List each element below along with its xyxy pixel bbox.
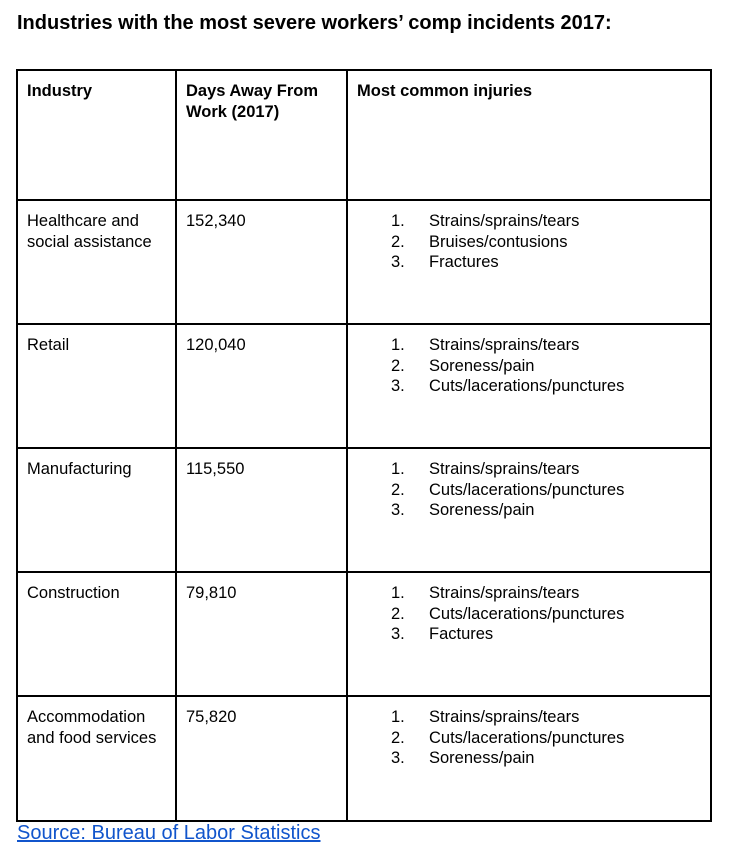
injury-text: Strains/sprains/tears	[429, 212, 580, 230]
injury-text: Cuts/lacerations/punctures	[429, 480, 625, 499]
injury-text: Strains/sprains/tears	[429, 584, 580, 602]
injury-text: Bruises/contusions	[429, 232, 568, 251]
days-cell: 120,040	[176, 324, 347, 448]
injuries-cell	[347, 324, 711, 448]
header-industry: Industry	[17, 70, 176, 200]
days-cell: 115,550	[176, 448, 347, 572]
injury-item: 3. Soreness/pain	[391, 749, 535, 767]
injury-item: 2. Bruises/contusions	[391, 232, 568, 251]
injury-item: 2. Cuts/lacerations/punctures	[391, 604, 625, 623]
injury-item: 3. Cuts/lacerations/punctures	[391, 377, 625, 395]
injury-table	[16, 69, 712, 822]
industry-cell: Retail	[17, 324, 176, 448]
industry-cell: Construction	[17, 572, 176, 696]
injury-list	[357, 459, 701, 521]
table-row	[17, 696, 711, 821]
injury-text: Cuts/lacerations/punctures	[429, 377, 625, 395]
industry-cell: Manufacturing	[17, 448, 176, 572]
injury-item: 1. Strains/sprains/tears	[391, 212, 580, 230]
injury-text: Cuts/lacerations/punctures	[429, 728, 625, 747]
table-row	[17, 572, 711, 696]
days-cell: 75,820	[176, 696, 347, 821]
source-link[interactable]: Source: Bureau of Labor Statistics	[17, 822, 321, 844]
days-cell: 152,340	[176, 200, 347, 324]
days-cell: 79,810	[176, 572, 347, 696]
table-row	[17, 324, 711, 448]
header-days-away: Days Away From Work (2017)	[176, 70, 347, 200]
injury-item: 3. Factures	[391, 625, 494, 643]
injury-text: Soreness/pain	[429, 356, 535, 375]
page-title: Industries with the most severe workers’ comp incidents 2017:	[17, 12, 612, 34]
injury-text: Factures	[429, 625, 494, 643]
header-common-injuries: Most common injuries	[347, 70, 711, 200]
table-row	[17, 448, 711, 572]
injury-item: 2. Cuts/lacerations/punctures	[391, 728, 625, 747]
injury-text: Cuts/lacerations/punctures	[429, 604, 625, 623]
injuries-cell	[347, 448, 711, 572]
table-row	[17, 200, 711, 324]
injury-item: 2. Soreness/pain	[391, 356, 535, 375]
injury-item: 1. Strains/sprains/tears	[391, 460, 580, 478]
injury-item: 3. Soreness/pain	[391, 501, 535, 519]
injury-item: 2. Cuts/lacerations/punctures	[391, 480, 625, 499]
injuries-cell	[347, 200, 711, 324]
injury-text: Fractures	[429, 253, 499, 271]
injury-item: 1. Strains/sprains/tears	[391, 584, 580, 602]
injury-item: 1. Strains/sprains/tears	[391, 336, 580, 354]
injury-list	[357, 583, 701, 645]
injury-list	[357, 211, 701, 273]
injuries-cell	[347, 572, 711, 696]
industry-cell: Accommodation and food services	[17, 696, 176, 821]
industry-cell: Healthcare and social assistance	[17, 200, 176, 324]
injury-text: Soreness/pain	[429, 749, 535, 767]
injury-list	[357, 335, 701, 397]
injury-list	[357, 707, 701, 769]
injuries-cell	[347, 696, 711, 821]
injury-text: Strains/sprains/tears	[429, 708, 580, 726]
injury-text: Strains/sprains/tears	[429, 460, 580, 478]
injury-text: Soreness/pain	[429, 501, 535, 519]
injury-item: 3. Fractures	[391, 253, 499, 271]
injury-text: Strains/sprains/tears	[429, 336, 580, 354]
table-header-row	[17, 70, 711, 200]
injury-item: 1. Strains/sprains/tears	[391, 708, 580, 726]
